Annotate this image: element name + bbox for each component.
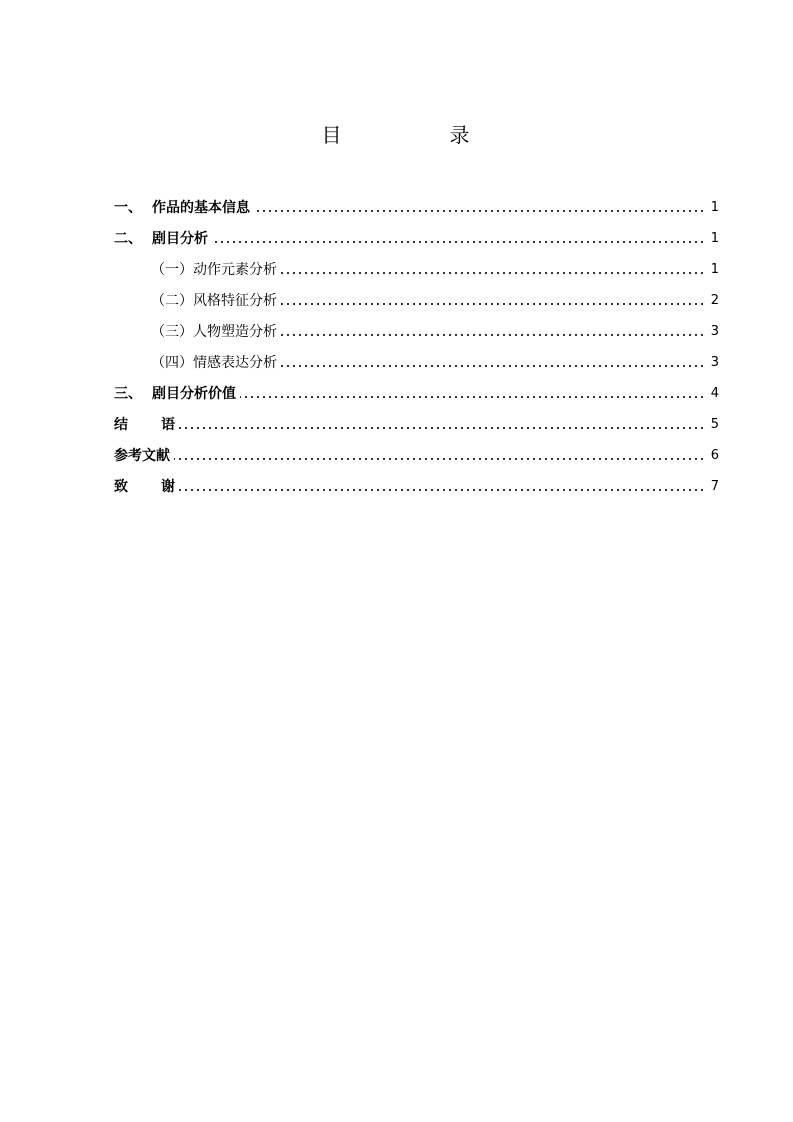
toc-entry-action-elements[interactable] (114, 254, 719, 285)
toc-entry-analysis-value[interactable] (114, 378, 719, 409)
toc-page-number: 3 (710, 323, 719, 339)
toc-entry-title: 剧目分析 (152, 230, 208, 247)
toc-page-number: 1 (710, 261, 719, 277)
toc-page-number: 1 (710, 230, 719, 246)
toc-entry-analysis[interactable] (114, 223, 719, 254)
toc-page-number: 7 (710, 478, 719, 494)
toc-entry-acknowledgements[interactable] (114, 471, 719, 502)
toc-entry-label (114, 229, 208, 249)
toc-entry-style-features[interactable] (114, 285, 719, 316)
toc-entry-label (114, 198, 250, 218)
toc-entry-title: 剧目分析价值 (152, 385, 236, 402)
toc-entry-label (114, 384, 236, 404)
toc-page-number: 6 (710, 447, 719, 463)
toc-entry-title-part: 谢 (161, 478, 175, 495)
toc-entry-basic-info[interactable] (114, 192, 719, 223)
toc-entry-title: 作品的基本信息 (152, 199, 250, 216)
dot-leader (254, 210, 705, 212)
dot-leader (281, 334, 705, 336)
toc-entry-characterization[interactable] (114, 316, 719, 347)
toc-page-number: 3 (710, 354, 719, 370)
toc-entry-emotional-expression[interactable] (114, 347, 719, 378)
toc-entry-label (114, 477, 175, 497)
dot-leader (281, 272, 705, 274)
toc-page-number: 5 (710, 416, 719, 432)
dot-leader (174, 458, 705, 460)
toc-page-number: 1 (710, 199, 719, 215)
toc-entry-title: （一）动作元素分析 (151, 261, 277, 278)
toc-entry-title-part: 致 (114, 478, 161, 495)
dot-leader (281, 365, 705, 367)
dot-leader (212, 241, 705, 243)
toc-page-number: 4 (710, 385, 719, 401)
table-of-contents (114, 192, 719, 502)
dot-leader (240, 396, 705, 398)
toc-entry-label (114, 415, 175, 435)
toc-entry-title-part: 结 (114, 416, 161, 433)
toc-entry-references[interactable] (114, 440, 719, 471)
toc-entry-title: （三）人物塑造分析 (151, 323, 277, 340)
toc-entry-number: 一、 (114, 199, 142, 216)
toc-entry-conclusion[interactable] (114, 409, 719, 440)
dot-leader (179, 427, 705, 429)
toc-entry-title: （四）情感表达分析 (151, 354, 277, 371)
toc-entry-number: 三、 (114, 385, 142, 402)
toc-entry-number: 二、 (114, 230, 142, 247)
toc-entry-title: 参考文献 (114, 447, 170, 464)
toc-entry-title: （二）风格特征分析 (151, 292, 277, 309)
toc-page-number: 2 (710, 292, 719, 308)
toc-entry-title-part: 语 (161, 416, 175, 433)
dot-leader (179, 489, 705, 491)
page-title: 目 录 (321, 123, 514, 147)
dot-leader (281, 303, 705, 305)
